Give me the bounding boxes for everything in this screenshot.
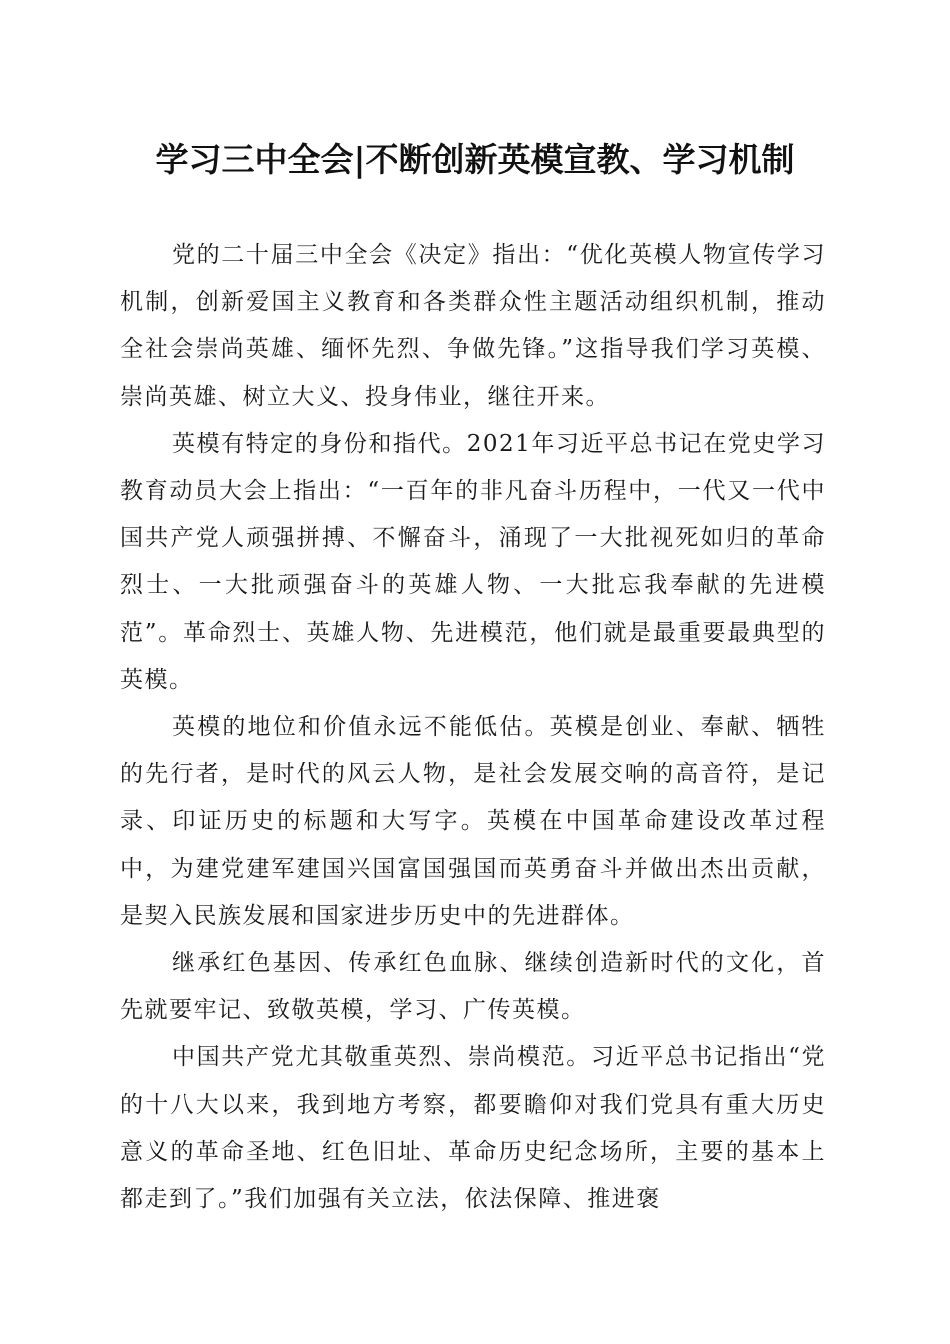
document-body [120, 232, 826, 1223]
paragraph-1: 党的二十届三中全会《决定》指出：“优化英模人物宣传学习机制，创新爱国主义教育和各类群众性主题活动组织机制，推动全社会崇尚英雄、缅怀先烈、争做先锋。”这指导我们学习英模、崇尚英雄、树立大义、投身伟业，继往开来。 [120, 242, 826, 410]
paragraph-5: 中国共产党尤其敬重英烈、崇尚模范。习近平总书记指出“党的十八大以来，我到地方考察，都要瞻仰对我们党具有重大历史意义的革命圣地、红色旧址、革命历史纪念场所，主要的基本上都走到了。”我们加强有关立法，依法保障、推进褒 [120, 1044, 826, 1213]
document-title: 学习三中全会|不断创新英模宣教、学习机制 [155, 140, 795, 179]
paragraph-4: 继承红色基因、传承红色血脉、继续创造新时代的文化，首先就要牢记、致敬英模，学习、广传英模。 [120, 950, 826, 1024]
paragraph-2: 英模有特定的身份和指代。2021年习近平总书记在党史学习教育动员大会上指出：“一百年的非凡奋斗历程中，一代又一代中国共产党人顽强拼搏、不懈奋斗，涌现了一大批视死如归的革命烈士、一大批顽强奋斗的英雄人物、一大批忘我奉献的先进模范”。革命烈士、英雄人物、先进模范，他们就是最重要最典型的英模。 [120, 430, 826, 693]
paragraph-3: 英模的地位和价值永远不能低估。英模是创业、奉献、牺牲的先行者，是时代的风云人物，是社会发展交响的高音符，是记录、印证历史的标题和大写字。英模在中国革命建设改革过程中，为建党建军建国兴国富国强国而英勇奋斗并做出杰出贡献，是契入民族发展和国家进步历史中的先进群体。 [120, 714, 826, 929]
